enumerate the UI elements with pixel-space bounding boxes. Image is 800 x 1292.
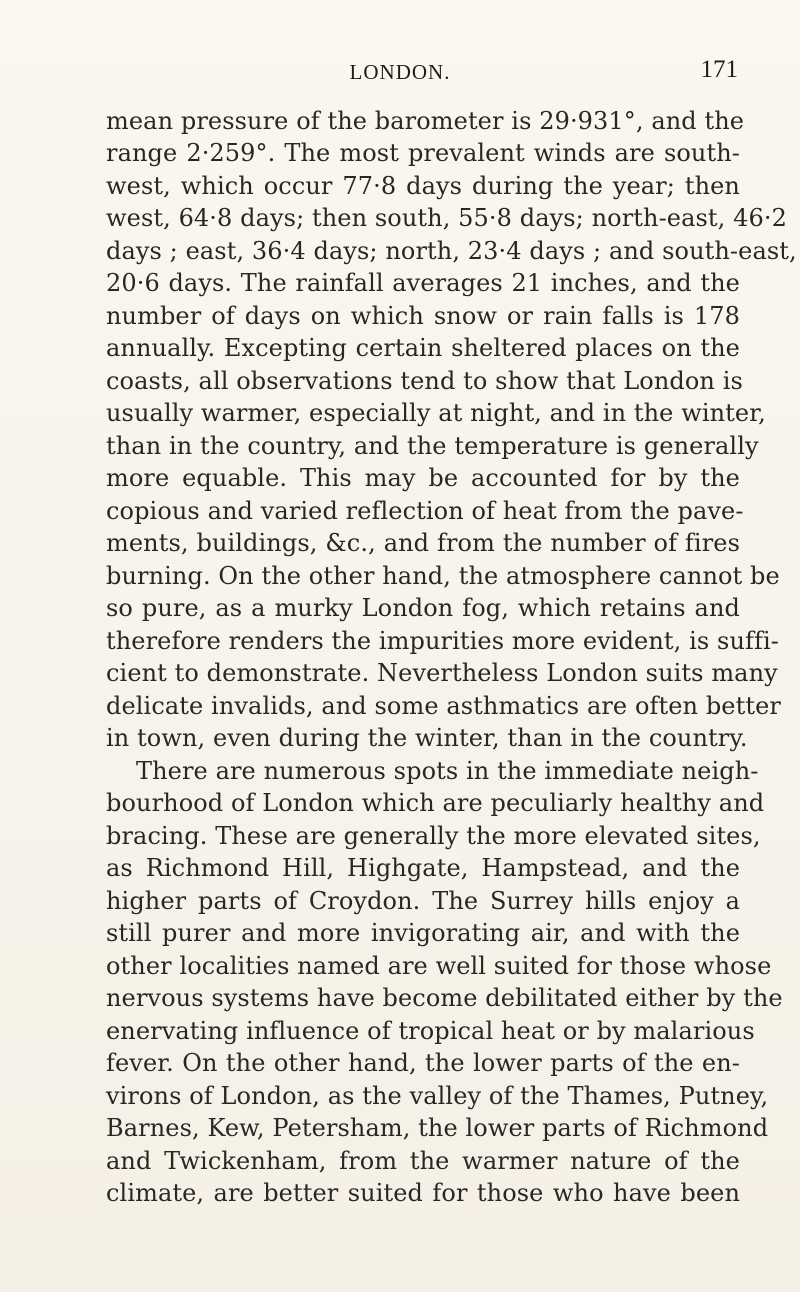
text-line: copious and varied reflection of heat from the pave- — [106, 497, 744, 525]
text-line: bracing. These are generally the more elevated sites, — [106, 822, 761, 850]
page-header — [0, 56, 800, 92]
text-line: west, 64·8 days; then south, 55·8 days; north-east, 46·2 — [106, 204, 787, 232]
text-line: usually warmer, especially at night, and in the winter, — [106, 399, 766, 427]
text-line: fever. On the other hand, the lower parts of the en- — [106, 1049, 740, 1077]
text-line: annually. Excepting certain sheltered places on the — [106, 334, 740, 362]
text-line: coasts, all observations tend to show that London is — [106, 367, 743, 395]
text-line: ments, buildings, &c., and from the number of fires — [106, 529, 740, 557]
text-line: west, which occur 77·8 days during the year; then — [106, 172, 740, 200]
text-line: number of days on which snow or rain falls is 178 — [106, 302, 740, 330]
text-line: virons of London, as the valley of the Thames, Putney, — [106, 1082, 769, 1110]
text-line: bourhood of London which are peculiarly healthy and — [106, 789, 765, 817]
text-line: nervous systems have become debilitated either by the — [106, 984, 783, 1012]
text-line: 20·6 days. The rainfall averages 21 inches, and the — [106, 269, 740, 297]
text-line: climate, are better suited for those who have been — [106, 1179, 740, 1207]
text-line: in town, even during the winter, than in the country. — [106, 724, 748, 752]
text-line: and Twickenham, from the warmer nature of the — [106, 1147, 740, 1175]
text-line: therefore renders the impurities more evident, is suffi- — [106, 627, 779, 655]
text-line: cient to demonstrate. Nevertheless London suits many — [106, 659, 778, 687]
text-line: other localities named are well suited for those whose — [106, 952, 772, 980]
text-line: as Richmond Hill, Highgate, Hampstead, and the — [106, 854, 740, 882]
text-line: range 2·259°. The most prevalent winds are south- — [106, 139, 740, 167]
text-line: Barnes, Kew, Petersham, the lower parts of Richmond — [106, 1114, 769, 1142]
text-line: There are numerous spots in the immediate neigh- — [136, 757, 759, 785]
text-line: delicate invalids, and some asthmatics are often better — [106, 692, 781, 720]
page-number: 171 — [700, 56, 738, 83]
body-text — [106, 106, 797, 1286]
text-line: burning. On the other hand, the atmosphere cannot be — [106, 562, 780, 590]
text-line: days ; east, 36·4 days; north, 23·4 days ; and south-east, — [106, 237, 797, 265]
text-line: mean pressure of the barometer is 29·931°, and the — [106, 107, 745, 135]
running-head: LONDON. — [349, 60, 451, 84]
text-line: than in the country, and the temperature is generally — [106, 432, 759, 460]
text-line: still purer and more invigorating air, and with the — [106, 919, 740, 947]
text-line: more equable. This may be accounted for by the — [106, 464, 740, 492]
text-line: so pure, as a murky London fog, which retains and — [106, 594, 740, 622]
text-line: enervating influence of tropical heat or by malarious — [106, 1017, 755, 1045]
text-line: higher parts of Croydon. The Surrey hills enjoy a — [106, 887, 740, 915]
